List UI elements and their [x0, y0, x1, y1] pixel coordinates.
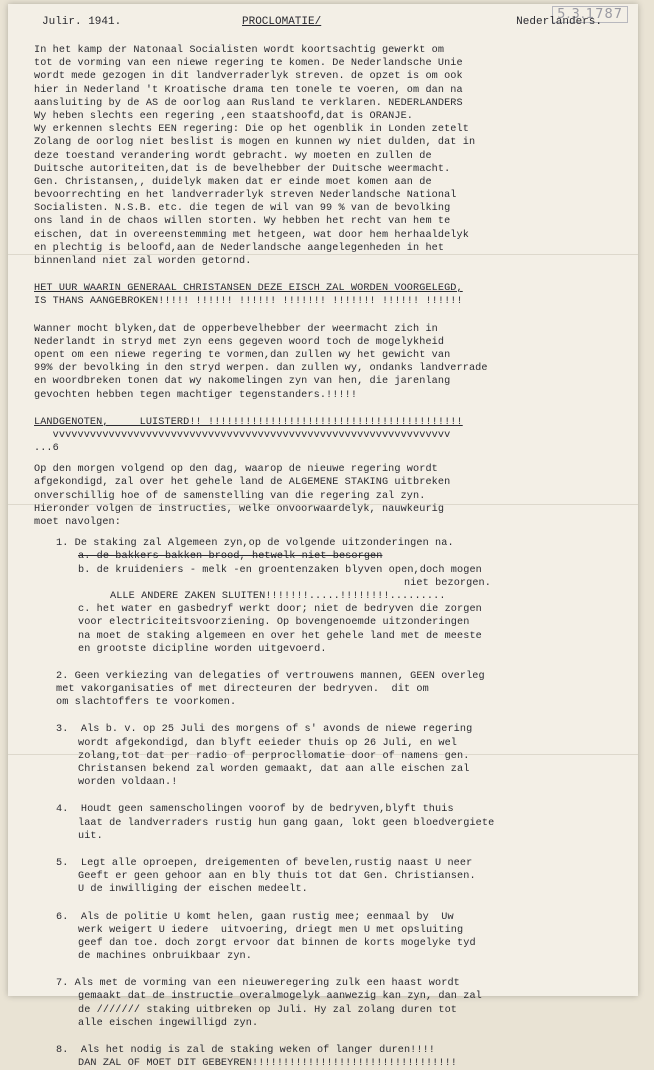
text-line: 99% der bevolking in den stryd werpen. dan zullen wy, ondanks landverrade	[34, 363, 488, 375]
instruction-5	[34, 857, 624, 897]
text-line: werk weigert U iedere uitvoering, driegt men U met opsluiting	[78, 924, 464, 936]
text-line: Wy erkennen slechts EEN regering: Die op het ogenblik in Londen zetelt	[34, 124, 469, 136]
text-line: alle eischen ingewilligd zyn.	[78, 1017, 259, 1029]
text-line: Christansen bekend zal worden gemaakt, dat aan alle eischen zal	[78, 764, 470, 775]
document-body	[34, 44, 624, 1070]
instruction-7	[34, 977, 624, 1030]
document-title: PROCLOMATIE/	[242, 16, 322, 28]
text-line: 5. Legt alle oproepen, dreigementen of bevelen,rustig naast U neer	[56, 857, 473, 869]
text-line: na moet de staking algemeen en over het gehele land met de meeste	[78, 630, 482, 642]
text-line: gemaakt dat de instructie overalmogelyk aanwezig kan zyn, dan zal	[78, 991, 482, 1003]
heading-ultimatum	[34, 282, 624, 308]
text-line: de machines onbruikbaar zyn.	[78, 951, 252, 963]
text-line: ALLE ANDERE ZAKEN SLUITEN!!!!!!!.....!!!!!!!!.........	[110, 590, 446, 602]
text-line: eischen, dat in overeenstemming met hetgeen, wat door hem herhaaldelyk	[34, 229, 469, 241]
text-line: c. het water en gasbedryf werkt door; niet de bedryven die zorgen	[78, 604, 482, 616]
text-line: moet navolgen:	[34, 517, 121, 528]
instruction-6	[34, 911, 624, 964]
text-line: LANDGENOTEN, LUISTERD!! !!!!!!!!!!!!!!!!!!!!!!!!!!!!!!!!!!!!!!!!!	[34, 416, 463, 428]
document-sheet	[8, 4, 638, 1070]
text-line: afgekondigd, zal over het gehele land de ALGEMENE STAKING uitbreken	[34, 477, 451, 489]
document-header	[42, 16, 602, 32]
text-line: hier in Nederland 't Kroatische drama ten tonele te voeren, om dan na	[34, 84, 463, 96]
text-line: gevochten hebben tegen machtiger tegenstanders.!!!!!	[34, 389, 358, 401]
text-line: onverschillig hoe of de samenstelling van die regering zal zyn.	[34, 490, 426, 502]
text-line: Hieronder volgen de instructies, welke onvoorwaardelyk, nauwkeurig	[34, 503, 445, 515]
text-line: 6. Als de politie U komt helen, gaan rustig mee; eenmaal by Uw	[56, 911, 454, 923]
text-line: Op den morgen volgend op den dag, waarop de nieuwe regering wordt	[34, 464, 438, 476]
text-line: opent om een niewe regering te vormen,dan zullen wy het gewicht van	[34, 349, 451, 361]
text-line: IS THANS AANGEBROKEN!!!!! !!!!!! !!!!!! !!!!!!! !!!!!!! !!!!!! !!!!!!	[34, 296, 463, 308]
document-addressee: Nederlanders.	[516, 16, 602, 28]
text-line: en woordbreken tonen dat wy nakomelingen zyn van hen, die jarenlang	[34, 376, 451, 388]
text-line: binnenland niet zal worden getornd.	[34, 256, 252, 267]
text-line: wordt afgekondigd, dan blyft eeieder thuis op 26 Juli, en wel	[78, 737, 458, 749]
text-line: de /////// staking uitbreken op Juli. Hy zal zolang duren tot	[78, 1004, 458, 1016]
text-line: DAN ZAL OF MOET DIT GEBEYREN!!!!!!!!!!!!!!!!!!!!!!!!!!!!!!!!!	[78, 1058, 458, 1070]
text-line: ...6	[34, 443, 59, 455]
text-line: Nederlandt in stryd met zyn eens gegeven woord toch de mogelykheid	[34, 336, 445, 348]
text-line: a. de bakkers bakken brood, hetwelk niet besorgen	[78, 551, 383, 563]
text-line: Gen. Christansen,, duidelyk maken dat er einde moet komen aan de	[34, 176, 432, 188]
paragraph-warning	[34, 323, 624, 402]
text-line: geef dan toe. doch zorgt ervoor dat binnen de korts mogelyke tyd	[78, 937, 476, 949]
text-line: uit.	[78, 830, 103, 842]
paragraph-strike-announcement	[34, 463, 624, 529]
text-line: 7. Als met de vorming van een nieuweregering zulk een haast wordt	[56, 978, 460, 990]
text-line: om slachtoffers te voorkomen.	[56, 697, 237, 709]
text-line: 3. Als b. v. op 25 Juli des morgens of s' avonds de niewe regering	[56, 724, 473, 736]
instruction-3	[34, 723, 624, 789]
text-line: 2. Geen verkiezing van delegaties of vertrouwens mannen, GEEN overleg	[56, 670, 485, 682]
text-line: 4. Houdt geen samenscholingen voorof by de bedryven,blyft thuis	[56, 804, 454, 816]
text-line: ons land in de chaos willen storten. Wy hebben het recht van hem te	[34, 216, 451, 228]
text-line: tot de vorming van een niewe regering te komen. De Nederlandsche Unie	[34, 58, 463, 70]
text-line: laat de landverraders rustig hun gang gaan, lokt geen bloedvergiete	[78, 817, 495, 829]
text-line: deze toestand verandering wordt gebracht. wy moeten en zullen de	[34, 150, 432, 162]
text-line: aansluiting by de AS de oorlog aan Rusland te verklaren. NEDERLANDERS	[34, 97, 463, 109]
instruction-2	[34, 670, 624, 710]
text-line: wordt mede gezogen in dit landverraderlyk streven. de opzet is om ook	[34, 71, 463, 83]
text-line: In het kamp der Natonaal Socialisten wordt koortsachtig gewerkt om	[34, 45, 445, 56]
heading-listen	[34, 416, 624, 456]
text-line: niet bezorgen.	[404, 577, 491, 589]
text-line: Socialisten. N.S.B. etc. die tegen de wil van 99 % van de bevolking	[34, 203, 451, 215]
text-line: Duitsche autoriteiten,dat is de bevelhebber der Duitsche weermacht.	[34, 163, 451, 175]
text-line: b. de kruideniers - melk -en groentenzaken blyven open,doch mogen	[78, 564, 482, 576]
text-line: U de inwilliging der eischen medeelt.	[78, 884, 308, 896]
text-line: met vakorganisaties of met directeuren der bedryven. dit om	[56, 684, 429, 696]
text-line: worden voldaan.!	[78, 777, 178, 789]
instruction-4	[34, 803, 624, 843]
instruction-1	[34, 537, 624, 656]
text-line: 1. De staking zal Algemeen zyn,op de volgende uitzonderingen na.	[56, 538, 454, 550]
text-line: HET UUR WAARIN GENERAAL CHRISTANSEN DEZE EISCH ZAL WORDEN VOORGELEGD,	[34, 283, 463, 295]
text-line: voor electriciteitsvoorziening. Op bovengenoemde uitzonderingen	[78, 617, 470, 629]
text-line: bevoorrechting en het landverraderlyk streven Nederlandsche National	[34, 190, 457, 202]
text-line: en plechtig is beloofd,aan de Nederlandsche aangelegenheden in het	[34, 242, 445, 254]
text-line: zolang,tot dat per radio of perprocllomatie door of namens gen.	[78, 750, 470, 762]
archive-stamp: 5.3.1787	[552, 6, 628, 23]
text-line: Wy heben slechts een regering ,een staatshoofd,dat is ORANJE.	[34, 110, 414, 122]
text-line: Geeft er geen gehoor aan en bly thuis tot dat Gen. Christiansen.	[78, 871, 476, 883]
text-line: en grootste dicipline worden uitgevoerd.	[78, 643, 327, 655]
paragraph-intro	[34, 44, 624, 268]
text-line: 8. Als het nodig is zal de staking weken of langer duren!!!!	[56, 1045, 436, 1056]
text-line: vvvvvvvvvvvvvvvvvvvvvvvvvvvvvvvvvvvvvvvvvvvvvvvvvvvvvvvvvvvvvvvv	[34, 429, 451, 441]
instruction-8	[34, 1044, 624, 1070]
document-date: Julir. 1941.	[42, 16, 122, 28]
text-line: Zolang de oorlog niet beslist is mogen en kunnen wy niet dulden, dat in	[34, 137, 476, 149]
text-line: Wanner mocht blyken,dat de opperbevelhebber der weermacht zich in	[34, 323, 438, 335]
